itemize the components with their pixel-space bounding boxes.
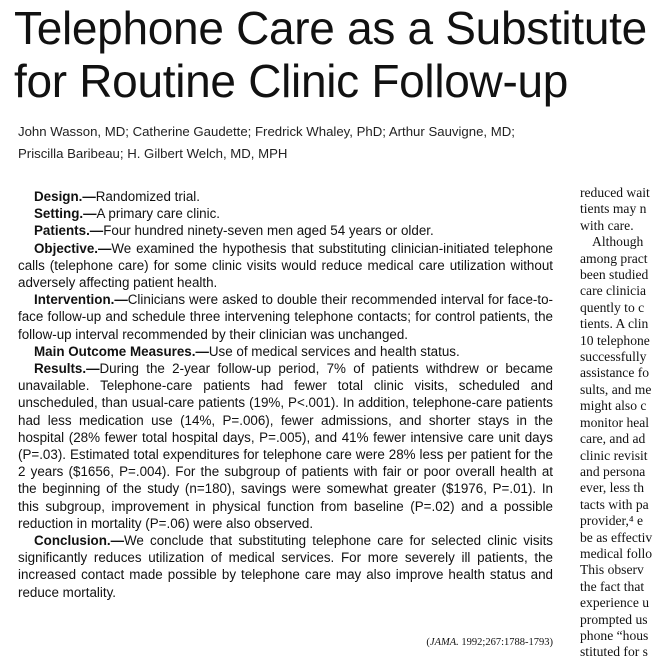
- body-text-line: care, and ad: [580, 431, 646, 447]
- authors-line-2: Priscilla Baribeau; H. Gilbert Welch, MD, MPH: [18, 146, 288, 161]
- intervention-label: Intervention.—: [34, 292, 128, 308]
- body-text-line: reduced wait: [580, 185, 650, 200]
- body-text-line: Although: [592, 234, 644, 250]
- abstract-conclusion: [18, 532, 553, 601]
- body-text-line: tacts with pa: [580, 496, 649, 512]
- body-text-line: prompted us: [580, 611, 648, 627]
- body-text-line: might also c: [580, 398, 647, 414]
- intervention-text: Clinicians were asked to double their recommended interval for face-to-face follow-up and schedule three intervening telephone contacts; for control patients, the follow-up interval recommended by their clinician was unchanged.: [18, 292, 553, 342]
- body-text-line: been studied: [580, 267, 649, 283]
- abstract-design: [18, 188, 553, 205]
- body-text-line: ever, less th: [580, 480, 645, 496]
- body-text-line: monitor heal: [580, 414, 650, 430]
- citation-journal: JAMA.: [429, 637, 459, 648]
- body-text-line: be as effectiv: [580, 529, 653, 545]
- body-text-line: experience u: [580, 595, 650, 611]
- body-text-line: 10 telephone: [580, 332, 650, 348]
- body-text-line: sults, and me: [580, 381, 652, 397]
- body-text-line: care clinicia: [580, 283, 647, 299]
- body-text-line: tients may n: [580, 201, 647, 217]
- body-text-column: [580, 185, 660, 657]
- body-text-line: provider,⁴ e: [580, 513, 644, 529]
- body-text-line: assistance fo: [580, 365, 650, 381]
- objective-text: We examined the hypothesis that substituting clinician-initiated telephone calls (telephone care) for some clinic visits would reduce medical care utilization without adversely affecting patient health.: [18, 240, 553, 291]
- objective-label: Objective.—: [34, 240, 112, 256]
- measures-label: Main Outcome Measures.—: [34, 343, 209, 359]
- body-text-line: clinic revisit: [580, 447, 648, 463]
- abstract-objective: [18, 240, 553, 292]
- setting-text: A primary care clinic.: [96, 206, 221, 222]
- body-text-line: stituted for s: [580, 644, 648, 657]
- body-text-line: successfully: [580, 349, 647, 365]
- body-text-line: the fact that: [580, 578, 645, 594]
- measures-text: Use of medical services and health status.: [208, 343, 460, 359]
- article-title: [14, 2, 660, 108]
- author-list: [18, 121, 618, 165]
- body-text-line: with care.: [580, 217, 634, 233]
- results-label: Results.—: [34, 361, 100, 377]
- body-text-line: and persona: [580, 463, 646, 479]
- body-text-line: among pract: [580, 250, 648, 266]
- body-text-line: medical follo: [580, 545, 653, 561]
- journal-citation: [410, 636, 553, 650]
- abstract-outcome-measures: [18, 343, 553, 360]
- conclusion-label: Conclusion.—: [34, 533, 125, 549]
- conclusion-text: We conclude that substituting telephone care for selected clinic visits significantly reduces utilization of medical services. For more severely ill patients, the increased contact made possible by telephone care may also improve health status and reduce mortality.: [18, 533, 553, 600]
- patients-text: Four hundred ninety-seven men aged 54 years or older.: [103, 223, 434, 239]
- patients-label: Patients.—: [34, 223, 104, 239]
- abstract-intervention: [18, 291, 553, 343]
- abstract-patients: [18, 222, 553, 239]
- citation-details: 1992;267:1788-1793): [458, 637, 553, 648]
- design-text: Randomized trial.: [95, 189, 200, 204]
- abstract-setting: [18, 205, 553, 222]
- title-line-1: Telephone Care as a Substitute: [14, 2, 647, 54]
- title-line-2: for Routine Clinic Follow-up: [14, 55, 569, 107]
- abstract-results: [18, 360, 553, 532]
- setting-label: Setting.—: [34, 206, 97, 222]
- body-text-line: quently to c: [580, 299, 645, 315]
- design-label: Design.—: [34, 189, 96, 204]
- body-text-line: This observ: [580, 562, 644, 578]
- citation-open: (: [426, 637, 430, 648]
- body-text-line: tients. A clin: [580, 316, 649, 332]
- results-text: During the 2-year follow-up period, 7% of patients withdrew or became unavailable. Telephone-care patients had fewer total clinic visits, scheduled and unscheduled, than usual-care patients (19%, P<.001). In addition, telephone-care patients had less medication use (14%, P=.006), fewer admissions, and shorter stays in the hospital (28% fewer total hospital days, P=.005), and 41% fewer intensive care unit days (P=.03). Estimated total expenditures for telephone care were 28% less per patient for the 2 years ($1656, P=.004). For the subgroup of patients with fair or poor overall health at the beginning of the study (n=180), savings were somewhat greater ($1976, P=.01). In this subgroup, improvement in physical function from baseline (P=.02) and a possible reduction in mortality (P=.06) were also observed.: [18, 361, 553, 531]
- body-text-line: phone “hous: [580, 627, 649, 643]
- authors-line-1: John Wasson, MD; Catherine Gaudette; Fredrick Whaley, PhD; Arthur Sauvigne, MD;: [18, 124, 515, 139]
- abstract: [18, 188, 553, 601]
